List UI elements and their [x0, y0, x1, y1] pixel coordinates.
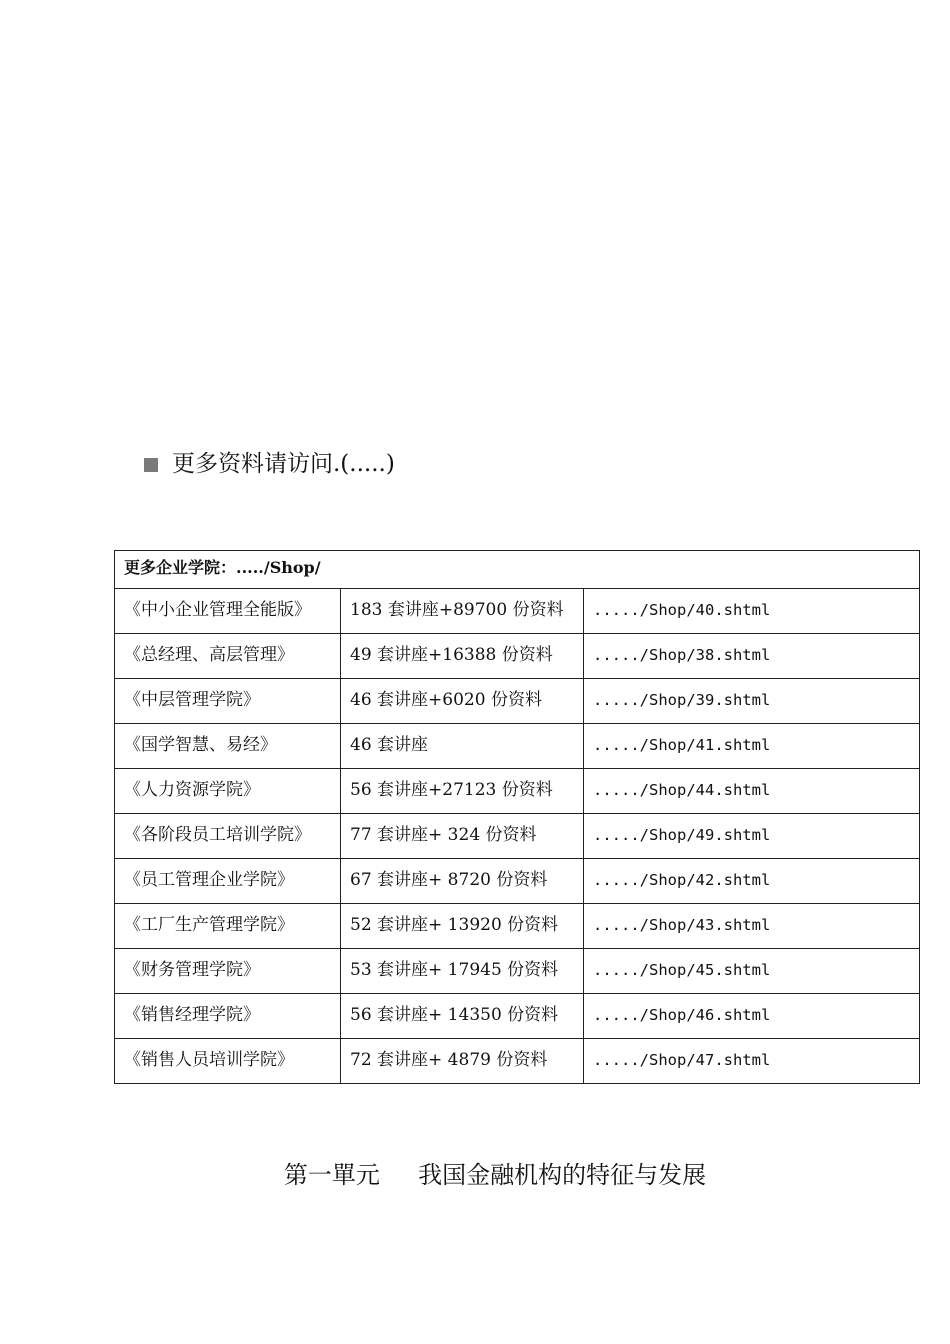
course-name: 《总经理、高层管理》 [115, 634, 341, 679]
table-row [115, 949, 920, 994]
course-link[interactable]: ...../Shop/40.shtml [584, 589, 920, 634]
course-name: 《中小企业管理全能版》 [115, 589, 341, 634]
chapter-title: 第一單元 我国金融机构的特征与发展 [283, 1161, 707, 1189]
course-content: 56 套讲座+27123 份资料 [341, 769, 584, 814]
course-content: 183 套讲座+89700 份资料 [341, 589, 584, 634]
course-content: 46 套讲座 [341, 724, 584, 769]
course-name: 《销售经理学院》 [115, 994, 341, 1039]
course-name: 《员工管理企业学院》 [115, 859, 341, 904]
table-header: 更多企业学院：...../Shop/ [115, 551, 920, 589]
course-name: 《国学智慧、易经》 [115, 724, 341, 769]
course-name: 《人力资源学院》 [115, 769, 341, 814]
course-link[interactable]: ...../Shop/49.shtml [584, 814, 920, 859]
course-content: 72 套讲座+ 4879 份资料 [341, 1039, 584, 1084]
table-row [115, 904, 920, 949]
course-link[interactable]: ...../Shop/42.shtml [584, 859, 920, 904]
square-bullet-icon [144, 458, 158, 472]
course-link[interactable]: ...../Shop/38.shtml [584, 634, 920, 679]
course-name: 《财务管理学院》 [115, 949, 341, 994]
course-link[interactable]: ...../Shop/39.shtml [584, 679, 920, 724]
visit-line [144, 448, 395, 480]
table-row [115, 679, 920, 724]
course-table [114, 550, 920, 1084]
course-link[interactable]: ...../Shop/46.shtml [584, 994, 920, 1039]
table-row [115, 589, 920, 634]
course-name: 《中层管理学院》 [115, 679, 341, 724]
course-name: 《工厂生产管理学院》 [115, 904, 341, 949]
course-content: 49 套讲座+16388 份资料 [341, 634, 584, 679]
course-content: 67 套讲座+ 8720 份资料 [341, 859, 584, 904]
course-content: 52 套讲座+ 13920 份资料 [341, 904, 584, 949]
table-row [115, 1039, 920, 1084]
course-content: 56 套讲座+ 14350 份资料 [341, 994, 584, 1039]
course-content: 53 套讲座+ 17945 份资料 [341, 949, 584, 994]
table-row [115, 634, 920, 679]
visit-text: 更多资料请访问.(.....) [172, 451, 395, 477]
course-content: 46 套讲座+6020 份资料 [341, 679, 584, 724]
table-row [115, 859, 920, 904]
table-row [115, 994, 920, 1039]
table-header-row [115, 551, 920, 589]
table-row [115, 814, 920, 859]
course-content: 77 套讲座+ 324 份资料 [341, 814, 584, 859]
course-link[interactable]: ...../Shop/47.shtml [584, 1039, 920, 1084]
course-name: 《销售人员培训学院》 [115, 1039, 341, 1084]
course-name: 《各阶段员工培训学院》 [115, 814, 341, 859]
table-row [115, 724, 920, 769]
course-link[interactable]: ...../Shop/44.shtml [584, 769, 920, 814]
course-link[interactable]: ...../Shop/43.shtml [584, 904, 920, 949]
course-link[interactable]: ...../Shop/45.shtml [584, 949, 920, 994]
table-row [115, 769, 920, 814]
course-link[interactable]: ...../Shop/41.shtml [584, 724, 920, 769]
